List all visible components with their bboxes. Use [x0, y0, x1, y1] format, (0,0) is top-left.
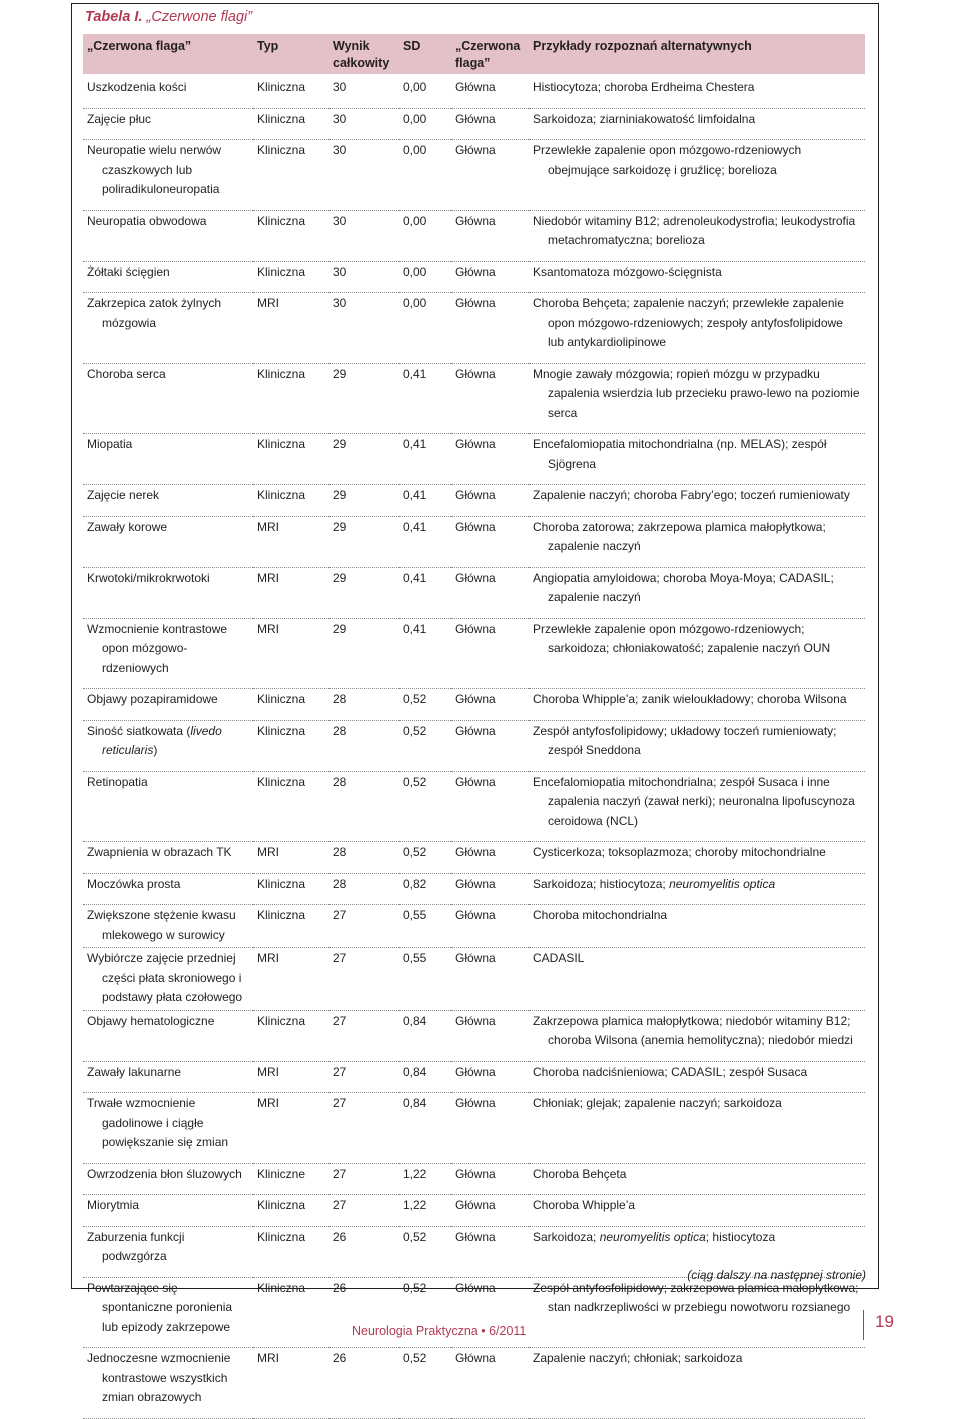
cell-alternatives: Choroba nadciśnieniowa; CADASIL; zespół Susaca [529, 1061, 865, 1093]
cell-flag: Jednoczesne wzmocnienie kontrastowe wszystkich zmian obrazowych [83, 1348, 253, 1419]
cell-sd: 1,22 [399, 1195, 451, 1227]
table-row [83, 1061, 865, 1093]
header-typ: Typ [257, 39, 279, 53]
cell-wynik: 30 [329, 74, 399, 108]
cell-typ: Kliniczna [253, 434, 329, 485]
cell-flag: Moczówka prosta [83, 873, 253, 905]
table-row [83, 1348, 865, 1419]
cell-wynik: 27 [329, 948, 399, 1011]
cell-sd: 0,52 [399, 771, 451, 842]
table-row [83, 873, 865, 905]
table-row [83, 618, 865, 689]
cell-alternatives: Mnogie zawały mózgowia; ropień mózgu w przypadku zapalenia wsierdzia lub przecieku prawo-lewo na poziomie serca [529, 363, 865, 434]
table-row [83, 108, 865, 140]
cell-wynik: 30 [329, 140, 399, 211]
cell-wynik: 29 [329, 434, 399, 485]
cell-typ: Kliniczna [253, 485, 329, 517]
cell-czerwona: Główna [451, 1226, 529, 1277]
cell-wynik: 30 [329, 261, 399, 293]
cell-flag: Zaburzenia funkcji podwzgórza [83, 1226, 253, 1277]
cell-alternatives: Sarkoidoza; histiocytoza; neuromyelitis optica [529, 873, 865, 905]
cell-alternatives: Zakrzepowa plamica małopłytkowa; niedobór witaminy B12; choroba Wilsona (anemia hemolityczna); niedobór miedzi [529, 1010, 865, 1061]
table-row [83, 567, 865, 618]
cell-alternatives: Choroba Behçeta [529, 1163, 865, 1195]
cell-sd: 0,84 [399, 1061, 451, 1093]
table-row [83, 1195, 865, 1227]
cell-flag: Wzmocnienie kontrastowe opon mózgowo-rdzeniowych [83, 618, 253, 689]
cell-czerwona: Główna [451, 720, 529, 771]
cell-typ: Kliniczna [253, 210, 329, 261]
cell-czerwona: Główna [451, 873, 529, 905]
cell-wynik: 29 [329, 567, 399, 618]
cell-wynik: 29 [329, 363, 399, 434]
cell-alternatives: Sarkoidoza; neuromyelitis optica; histiocytoza [529, 1226, 865, 1277]
cell-sd: 0,41 [399, 618, 451, 689]
cell-czerwona: Główna [451, 434, 529, 485]
cell-alternatives: Przewlekłe zapalenie opon mózgowo-rdzeniowych; sarkoidoza; chłoniakowatość; zapalenie naczyń OUN [529, 618, 865, 689]
cell-wynik: 28 [329, 720, 399, 771]
cell-sd: 0,55 [399, 905, 451, 948]
cell-czerwona: Główna [451, 108, 529, 140]
header-wynik: Wynik całkowity [333, 39, 390, 70]
cell-typ: MRI [253, 1093, 329, 1164]
cell-czerwona: Główna [451, 567, 529, 618]
cell-czerwona: Główna [451, 1195, 529, 1227]
cell-flag: Siność siatkowata (livedo reticularis) [83, 720, 253, 771]
cell-sd: 0,52 [399, 842, 451, 874]
cell-alternatives: Choroba Behçeta; zapalenie naczyń; przewlekłe zapalenie opon mózgowo-rdzeniowych; zespoły antyfosfolipidowe lub antykardiolipinowe [529, 293, 865, 364]
cell-sd: 0,84 [399, 1010, 451, 1061]
cell-flag: Żółtaki ścięgien [83, 261, 253, 293]
cell-flag: Miopatia [83, 434, 253, 485]
cell-typ: Kliniczna [253, 905, 329, 948]
cell-typ: Kliniczna [253, 261, 329, 293]
cell-typ: Kliniczna [253, 720, 329, 771]
footer-divider [863, 1310, 864, 1340]
cell-wynik: 26 [329, 1348, 399, 1419]
continuation-note: (ciąg dalszy na następnej stronie) [687, 1268, 866, 1282]
cell-czerwona: Główna [451, 948, 529, 1011]
table-row [83, 948, 865, 1011]
table-row [83, 842, 865, 874]
cell-sd: 0,52 [399, 1348, 451, 1419]
cell-typ: Kliniczne [253, 1163, 329, 1195]
cell-sd: 0,41 [399, 516, 451, 567]
red-flags-table [83, 34, 865, 1419]
cell-flag: Zwapnienia w obrazach TK [83, 842, 253, 874]
cell-typ: MRI [253, 948, 329, 1011]
cell-sd: 0,84 [399, 1093, 451, 1164]
cell-alternatives: Encefalomiopatia mitochondrialna (np. MELAS); zespół Sjögrena [529, 434, 865, 485]
cell-wynik: 28 [329, 771, 399, 842]
cell-alternatives: Choroba Whipple’a [529, 1195, 865, 1227]
cell-sd: 0,00 [399, 108, 451, 140]
cell-sd: 0,52 [399, 1226, 451, 1277]
cell-typ: MRI [253, 842, 329, 874]
cell-flag: Wybiórcze zajęcie przedniej części płata skroniowego i podstawy płata czołowego [83, 948, 253, 1011]
cell-flag: Zawały korowe [83, 516, 253, 567]
cell-flag: Uszkodzenia kości [83, 74, 253, 108]
cell-wynik: 27 [329, 1061, 399, 1093]
cell-alternatives: Choroba Whipple’a; zanik wieloukładowy; choroba Wilsona [529, 689, 865, 721]
cell-flag: Krwotoki/mikrokrwotoki [83, 567, 253, 618]
table-row [83, 720, 865, 771]
cell-czerwona: Główna [451, 905, 529, 948]
cell-czerwona: Główna [451, 1348, 529, 1419]
cell-typ: Kliniczna [253, 140, 329, 211]
cell-alternatives: Sarkoidoza; ziarniniakowatość limfoidalna [529, 108, 865, 140]
table-row [83, 434, 865, 485]
cell-sd: 0,41 [399, 434, 451, 485]
cell-wynik: 27 [329, 1195, 399, 1227]
cell-czerwona: Główna [451, 74, 529, 108]
journal-footer: Neurologia Praktyczna • 6/2011 [352, 1324, 527, 1338]
table-row [83, 689, 865, 721]
table-caption-title: „Czerwone flagi” [146, 9, 253, 25]
cell-typ: MRI [253, 567, 329, 618]
cell-flag: Zwiększone stężenie kwasu mlekowego w surowicy [83, 905, 253, 948]
cell-flag: Powtarzające się spontaniczne poronienia lub epizody zakrzepowe [83, 1277, 253, 1348]
cell-czerwona: Główna [451, 1093, 529, 1164]
cell-typ: MRI [253, 1348, 329, 1419]
cell-typ: MRI [253, 1061, 329, 1093]
cell-flag: Miorytmia [83, 1195, 253, 1227]
cell-sd: 0,41 [399, 485, 451, 517]
cell-wynik: 29 [329, 618, 399, 689]
cell-flag: Objawy pozapiramidowe [83, 689, 253, 721]
cell-sd: 0,82 [399, 873, 451, 905]
cell-sd: 0,00 [399, 210, 451, 261]
cell-sd: 0,00 [399, 293, 451, 364]
cell-alternatives: Angiopatia amyloidowa; choroba Moya-Moya; CADASIL; zapalenie naczyń [529, 567, 865, 618]
cell-sd: 0,00 [399, 140, 451, 211]
cell-czerwona: Główna [451, 363, 529, 434]
cell-flag: Zajęcie płuc [83, 108, 253, 140]
cell-czerwona: Główna [451, 1277, 529, 1348]
cell-typ: Kliniczna [253, 108, 329, 140]
cell-wynik: 28 [329, 842, 399, 874]
cell-typ: Kliniczna [253, 1277, 329, 1348]
cell-alternatives: Zapalenie naczyń; choroba Fabry’ego; toczeń rumieniowaty [529, 485, 865, 517]
cell-flag: Trwałe wzmocnienie gadolinowe i ciągłe powiększanie się zmian [83, 1093, 253, 1164]
table-row [83, 261, 865, 293]
cell-wynik: 27 [329, 1163, 399, 1195]
cell-alternatives: Histiocytoza; choroba Erdheima Chestera [529, 74, 865, 108]
cell-typ: MRI [253, 618, 329, 689]
cell-sd: 0,00 [399, 74, 451, 108]
cell-wynik: 26 [329, 1226, 399, 1277]
cell-wynik: 30 [329, 293, 399, 364]
cell-czerwona: Główna [451, 210, 529, 261]
table-row [83, 516, 865, 567]
latin-term: livedo reticularis [102, 723, 222, 757]
cell-czerwona: Główna [451, 1010, 529, 1061]
cell-typ: MRI [253, 516, 329, 567]
cell-flag: Retinopatia [83, 771, 253, 842]
cell-sd: 1,22 [399, 1163, 451, 1195]
cell-alternatives: Zapalenie naczyń; chłoniak; sarkoidoza [529, 1348, 865, 1419]
cell-wynik: 30 [329, 108, 399, 140]
cell-czerwona: Główna [451, 261, 529, 293]
table-row [83, 363, 865, 434]
cell-sd: 0,00 [399, 261, 451, 293]
table-row [83, 1163, 865, 1195]
cell-wynik: 28 [329, 873, 399, 905]
cell-alternatives: CADASIL [529, 948, 865, 1011]
table-body [83, 74, 865, 1418]
cell-typ: Kliniczna [253, 363, 329, 434]
cell-typ: Kliniczna [253, 74, 329, 108]
page-number: 19 [875, 1312, 894, 1331]
cell-czerwona: Główna [451, 689, 529, 721]
latin-term: neuromyelitis optica [599, 1229, 706, 1244]
table-row [83, 1093, 865, 1164]
latin-term: neuromyelitis optica [669, 876, 776, 891]
cell-flag: Neuropatia obwodowa [83, 210, 253, 261]
table-row [83, 210, 865, 261]
table-row [83, 485, 865, 517]
table-caption [85, 9, 252, 25]
cell-wynik: 29 [329, 516, 399, 567]
table-row [83, 74, 865, 108]
cell-czerwona: Główna [451, 485, 529, 517]
cell-typ: Kliniczna [253, 689, 329, 721]
table-row [83, 293, 865, 364]
cell-flag: Objawy hematologiczne [83, 1010, 253, 1061]
cell-sd: 0,41 [399, 363, 451, 434]
header-sd: SD [403, 39, 421, 53]
header-flag: „Czerwona flaga” [87, 39, 192, 53]
cell-wynik: 30 [329, 210, 399, 261]
table-row [83, 140, 865, 211]
cell-flag: Zakrzepica zatok żylnych mózgowia [83, 293, 253, 364]
cell-alternatives: Zespół antyfosfolipidowy; układowy toczeń rumieniowaty; zespół Sneddona [529, 720, 865, 771]
cell-alternatives: Choroba mitochondrialna [529, 905, 865, 948]
cell-flag: Owrzodzenia błon śluzowych [83, 1163, 253, 1195]
cell-flag: Neuropatie wielu nerwów czaszkowych lub poliradikuloneuropatia [83, 140, 253, 211]
header-czerwona: „Czerwona flaga” [455, 39, 521, 70]
cell-typ: MRI [253, 293, 329, 364]
cell-alternatives: Cysticerkoza; toksoplazmoza; choroby mitochondrialne [529, 842, 865, 874]
cell-sd: 0,55 [399, 948, 451, 1011]
cell-czerwona: Główna [451, 1061, 529, 1093]
table-caption-label: Tabela I. [85, 9, 143, 25]
cell-sd: 0,52 [399, 720, 451, 771]
table-row [83, 1010, 865, 1061]
cell-wynik: 28 [329, 689, 399, 721]
table-row [83, 771, 865, 842]
cell-czerwona: Główna [451, 293, 529, 364]
cell-alternatives: Zespół antyfosfolipidowy; zakrzepowa plamica małopłytkowa; stan nadkrzepliwości w przebiegu nowotworu rozsianego [529, 1277, 865, 1348]
cell-czerwona: Główna [451, 1163, 529, 1195]
cell-sd: 0,52 [399, 689, 451, 721]
table-row [83, 905, 865, 948]
cell-wynik: 27 [329, 905, 399, 948]
cell-sd: 0,41 [399, 567, 451, 618]
cell-flag: Zajęcie nerek [83, 485, 253, 517]
cell-flag: Choroba serca [83, 363, 253, 434]
cell-wynik: 29 [329, 485, 399, 517]
cell-alternatives: Ksantomatoza mózgowo-ścięgnista [529, 261, 865, 293]
cell-alternatives: Encefalomiopatia mitochondrialna; zespół Susaca i inne zapalenia naczyń (zawał nerki); neuronalna lipofuscynoza ceroidowa (NCL) [529, 771, 865, 842]
cell-alternatives: Chłoniak; glejak; zapalenie naczyń; sarkoidoza [529, 1093, 865, 1164]
cell-typ: Kliniczna [253, 1010, 329, 1061]
cell-sd: 0,52 [399, 1277, 451, 1348]
cell-alternatives: Przewlekłe zapalenie opon mózgowo-rdzeniowych obejmujące sarkoidozę i gruźlicę; borelioza [529, 140, 865, 211]
cell-czerwona: Główna [451, 618, 529, 689]
cell-alternatives: Niedobór witaminy B12; adrenoleukodystrofia; leukodystrofia metachromatyczna; borelioza [529, 210, 865, 261]
header-alternatives: Przykłady rozpoznań alternatywnych [533, 39, 752, 53]
cell-typ: Kliniczna [253, 771, 329, 842]
cell-czerwona: Główna [451, 842, 529, 874]
cell-typ: Kliniczna [253, 1226, 329, 1277]
table-header-row [83, 34, 865, 74]
cell-wynik: 26 [329, 1277, 399, 1348]
cell-czerwona: Główna [451, 516, 529, 567]
cell-wynik: 27 [329, 1010, 399, 1061]
cell-czerwona: Główna [451, 771, 529, 842]
cell-czerwona: Główna [451, 140, 529, 211]
cell-wynik: 27 [329, 1093, 399, 1164]
cell-typ: Kliniczna [253, 873, 329, 905]
cell-flag: Zawały lakunarne [83, 1061, 253, 1093]
cell-alternatives: Choroba zatorowa; zakrzepowa plamica małopłytkowa; zapalenie naczyń [529, 516, 865, 567]
cell-typ: Kliniczna [253, 1195, 329, 1227]
